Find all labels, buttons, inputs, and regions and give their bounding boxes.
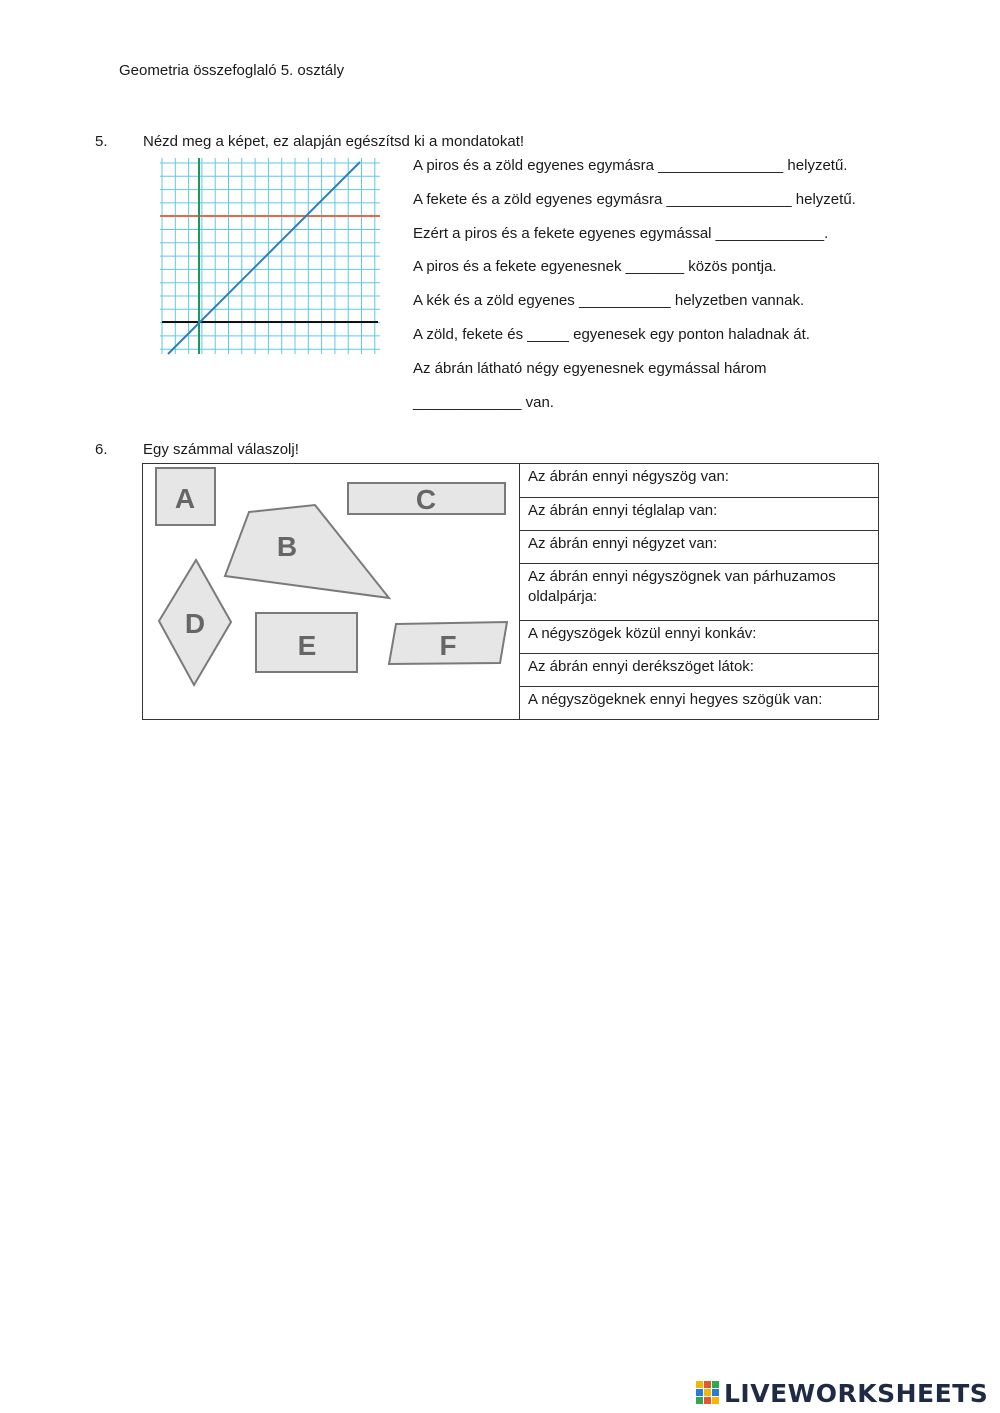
q6-row-3: Az ábrán ennyi négyzet van:	[520, 531, 878, 564]
q5-sentence-6: A zöld, fekete és _____ egyenesek egy ponton haladnak át.	[413, 326, 810, 343]
q6-row-5: A négyszögek közül ennyi konkáv:	[520, 621, 878, 654]
shape-a-label: A	[174, 483, 196, 514]
q6-row-2: Az ábrán ennyi téglalap van:	[520, 498, 878, 531]
blue-line	[168, 162, 360, 354]
shape-b	[225, 505, 389, 598]
logo-text: LIVEWORKSHEETS	[724, 1378, 989, 1408]
liveworksheets-logo	[696, 1378, 988, 1408]
shape-d-label: D	[184, 608, 206, 639]
q5-sentence-3: Ezért a piros és a fekete egyenes egymással _____________.	[413, 225, 829, 242]
question-5-number: 5.	[95, 133, 108, 150]
q5-sentence-1: A piros és a zöld egyenes egymásra _______________ helyzetű.	[413, 157, 848, 174]
question-6-prompt: Egy számmal válaszolj!	[143, 441, 299, 458]
shape-f-label: F	[439, 630, 457, 661]
question-5-prompt: Nézd meg a képet, ez alapján egészítsd ki a mondatokat!	[143, 133, 525, 150]
q6-row-1: Az ábrán ennyi négyszög van:	[520, 464, 878, 498]
q5-sentence-4: A piros és a fekete egyenesnek _______ közös pontja.	[413, 258, 777, 275]
q6-row-6: Az ábrán ennyi derékszöget látok:	[520, 654, 878, 687]
shapes-figure	[143, 464, 520, 719]
q6-table	[142, 463, 879, 720]
q5-sentence-8: _____________ van.	[413, 394, 554, 411]
page-header: Geometria összefoglaló 5. osztály	[119, 62, 345, 79]
shapes-svg	[143, 464, 519, 719]
shape-e-label: E	[297, 630, 317, 661]
grid-lines	[160, 158, 380, 354]
lines-grid-figure	[160, 158, 382, 356]
shape-c-label: C	[415, 484, 437, 515]
q5-sentence-2: A fekete és a zöld egyenes egymásra _______________ helyzetű.	[413, 191, 856, 208]
q6-row-4: Az ábrán ennyi négyszögnek van párhuzamos oldalpárja:	[520, 564, 878, 621]
shape-b-label: B	[276, 531, 298, 562]
q6-rows	[520, 464, 878, 719]
logo-blocks-icon	[696, 1381, 720, 1405]
q5-sentence-5: A kék és a zöld egyenes ___________ helyzetben vannak.	[413, 292, 805, 309]
q5-sentence-7: Az ábrán látható négy egyenesnek egymással három	[413, 360, 767, 377]
q6-row-7: A négyszögeknek ennyi hegyes szögük van:	[528, 691, 823, 708]
question-6-number: 6.	[95, 441, 108, 458]
